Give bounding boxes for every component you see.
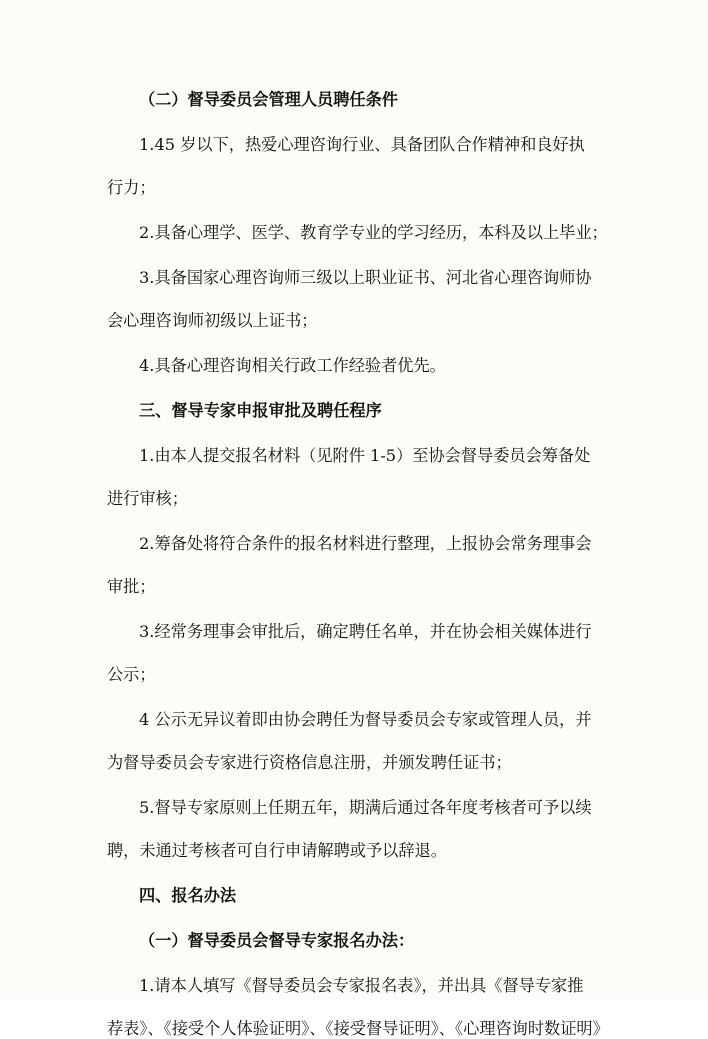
paragraph-line: 审批； <box>107 577 156 596</box>
paragraph-line: 公示； <box>107 665 156 684</box>
paragraph-line: 5.督导专家原则上任期五年，期满后通过各年度考核者可予以续 <box>139 798 592 817</box>
paragraph-line: 1.由本人提交报名材料（见附件 1-5）至协会督导委员会筹备处 <box>139 446 591 465</box>
paragraph-line: 行力； <box>107 178 156 197</box>
paragraph-line: 4 公示无异议着即由协会聘任为督导委员会专家或管理人员，并 <box>139 710 592 729</box>
paragraph-line: 2.具备心理学、医学、教育学专业的学习经历，本科及以上毕业； <box>139 223 608 242</box>
paragraph-line: 聘，未通过考核者可自行申请解聘或予以辞退。 <box>107 841 447 860</box>
section-heading-management-conditions: （二）督导委员会管理人员聘任条件 <box>139 90 398 109</box>
section-heading-procedure: 三、督导专家申报审批及聘任程序 <box>139 401 382 420</box>
subsection-heading-expert-registration: （一）督导委员会督导专家报名办法： <box>139 931 415 950</box>
paragraph-line: 为督导委员会专家进行资格信息注册，并颁发聘任证书； <box>107 753 512 772</box>
paragraph-line: 4.具备心理咨询相关行政工作经验者优先。 <box>139 356 446 375</box>
paragraph-line: 1.45 岁以下，热爱心理咨询行业、具备团队合作精神和良好执 <box>139 135 585 154</box>
paragraph-line: 会心理咨询师初级以上证书； <box>107 311 318 330</box>
paragraph-line: 3.经常务理事会审批后，确定聘任名单，并在协会相关媒体进行 <box>139 622 592 641</box>
paragraph-line: 荐表》、《接受个人体验证明》、《接受督导证明》、《心理咨询时数证明》 <box>107 1019 609 1038</box>
document-body <box>107 90 613 1039</box>
paragraph-line: 3.具备国家心理咨询师三级以上职业证书、河北省心理咨询师协 <box>139 268 592 287</box>
section-heading-registration: 四、报名办法 <box>139 886 237 905</box>
paragraph-line: 进行审核； <box>107 489 188 508</box>
paragraph-line: 2.筹备处将符合条件的报名材料进行整理，上报协会常务理事会 <box>139 534 592 553</box>
paragraph-line: 1.请本人填写《督导委员会专家报名表》，并出具《督导专家推 <box>139 976 584 995</box>
